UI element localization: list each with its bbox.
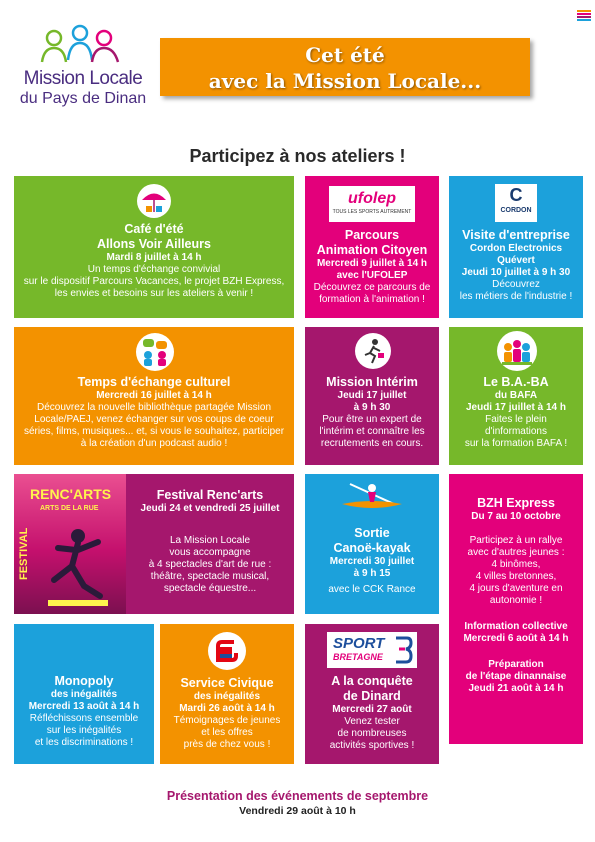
card-echange-culturel: [14, 327, 294, 465]
cordon-logo-letter: C: [509, 185, 523, 205]
bzh-line5: 4 jours d'aventure en: [469, 583, 563, 594]
bzh-line3: 4 binômes,: [491, 559, 541, 570]
bzh-title: BZH Express: [477, 496, 555, 510]
cordon-line1: Découvrez: [492, 279, 540, 290]
cordon-place: Quévert: [497, 255, 535, 266]
poster-subtitle: ARTS DE LA RUE: [40, 505, 99, 512]
bzh-prep-title: Préparation: [488, 659, 544, 670]
festival-date: Jeudi 24 et vendredi 25 juillet: [140, 503, 280, 514]
monopoly-line1: Réfléchissons ensemble: [29, 713, 139, 724]
logo-text-line2: du Pays de Dinan: [19, 90, 147, 107]
festival-poster: [14, 474, 126, 614]
civique-title: Service Civique: [180, 676, 274, 690]
kayak-date1: Mercredi 30 juillet: [329, 556, 415, 567]
cafe-title1: Café d'été: [124, 222, 184, 236]
card-monopoly: [14, 624, 154, 764]
acrobat-figure-icon: [34, 522, 118, 610]
culture-line1: Découvrez la nouvelle bibliothèque partagée Mission: [36, 402, 272, 413]
footer-date: Vendredi 29 août à 10 h: [239, 805, 356, 817]
cordon-date: Jeudi 10 juillet à 9 h 30: [461, 267, 571, 278]
festival-line5: spectacle équestre...: [163, 583, 257, 594]
cordon-logo: [495, 184, 537, 222]
bafa-line2: d'informations: [485, 426, 547, 437]
color-stripes-icon: [577, 10, 591, 22]
bzh-date: Du 7 au 10 octobre: [471, 511, 561, 522]
festival-line4: théâtre, spectacle musical,: [150, 571, 270, 582]
sport-bretagne-logo: [327, 632, 417, 668]
kayak-icon: [340, 482, 404, 512]
cordon-title2: Cordon Electronics: [469, 243, 563, 254]
card-festival: [14, 474, 294, 614]
cafe-date: Mardi 8 juillet à 14 h: [106, 252, 202, 263]
ufolep-line2: formation à l'animation !: [319, 294, 425, 305]
sport-line1: Venez tester: [344, 716, 400, 727]
bzh-line6: autonomie !: [489, 595, 543, 606]
banner-line2: avec la Mission Locale...: [208, 69, 482, 93]
sport-logo-b-icon: [393, 636, 413, 664]
civique-line3: près de chez vous !: [183, 739, 271, 750]
chat-people-icon: [136, 333, 174, 371]
poster-side-text: FESTIVAL: [18, 527, 30, 581]
card-bafa: [449, 327, 583, 465]
sport-title2: de Dinard: [343, 689, 401, 703]
monopoly-line3: et les discriminations !: [34, 737, 134, 748]
civique-line1: Témoignages de jeunes: [173, 715, 281, 726]
sport-line2: de nombreuses: [337, 728, 407, 739]
ufolep-with: avec l'UFOLEP: [336, 270, 408, 281]
sport-logo-text2: BRETAGNE: [333, 652, 383, 662]
monopoly-date: Mercredi 13 août à 14 h: [28, 701, 140, 712]
ufolep-line1: Découvrez ce parcours de: [313, 282, 431, 293]
bafa-line1: Faites le plein: [485, 414, 547, 425]
page-subtitle: Participez à nos ateliers !: [189, 146, 406, 166]
interim-title: Mission Intérim: [326, 375, 418, 389]
umbrella-icon: [137, 184, 171, 218]
ufolep-title1: Parcours: [344, 228, 400, 242]
logo-text-line1: Mission Locale: [23, 68, 143, 89]
ufolep-logo-text: ufolep: [348, 190, 396, 207]
interim-date2: à 9 h 30: [353, 402, 391, 413]
poster-title: RENC'ARTS: [30, 486, 112, 502]
ufolep-logo: [329, 186, 415, 222]
cafe-line2: sur le dispositif Parcours Vacances, le projet BZH Express,: [23, 276, 285, 287]
ufolep-logo-sub: TOUS LES SPORTS AUTREMENT: [332, 209, 412, 215]
bzh-info-date: Mercredi 6 août à 14 h: [463, 633, 569, 644]
bzh-prep-date: Jeudi 21 août à 14 h: [468, 683, 564, 694]
cordon-line2: les métiers de l'industrie !: [459, 291, 573, 302]
bafa-title: Le B.A.-BA: [483, 375, 549, 389]
culture-line4: à la création d'un podcast audio !: [80, 438, 228, 449]
monopoly-line2: sur les inégalités: [46, 725, 122, 736]
runner-icon: [355, 333, 391, 369]
civique-sub: des inégalités: [193, 691, 261, 702]
title-banner: [160, 38, 530, 96]
cafe-title2: Allons Voir Ailleurs: [97, 237, 211, 251]
bzh-line1: Participez à un rallye: [469, 535, 563, 546]
kayak-with: avec le CCK Rance: [328, 584, 416, 595]
people-logo-icon: [40, 24, 120, 66]
banner-line1: Cet été: [305, 43, 385, 67]
card-kayak: [305, 474, 439, 614]
monopoly-title: Monopoly: [54, 674, 114, 688]
culture-date: Mercredi 16 juillet à 14 h: [96, 390, 212, 401]
kayak-title2: Canoë-kayak: [333, 541, 411, 555]
card-bzh-express: [449, 474, 583, 744]
cordon-logo-text: CORDON: [500, 207, 532, 214]
culture-line3: séries, films, musiques... et, si vous le souhaitez, participer: [23, 426, 285, 437]
cafe-line3: les envies et besoins sur les ateliers à venir !: [54, 288, 254, 299]
card-cordon: [449, 176, 583, 318]
bzh-line4: 4 villes bretonnes,: [475, 571, 557, 582]
civique-line2: et les offres: [201, 727, 253, 738]
kayak-title1: Sortie: [354, 526, 390, 540]
ufolep-title2: Animation Citoyen: [316, 243, 428, 257]
bzh-line2: avec d'autres jeunes :: [467, 547, 565, 558]
interim-line2: l'intérim et connaître les: [319, 426, 425, 437]
bafa-line3: sur la formation BAFA !: [464, 438, 568, 449]
card-ufolep: [305, 176, 439, 318]
festival-title: Festival Renc'arts: [156, 488, 264, 502]
bafa-sub: du BAFA: [494, 390, 538, 401]
sport-logo-text1: SPORT: [333, 635, 385, 652]
card-service-civique: [160, 624, 294, 764]
sport-title1: A la conquête: [331, 674, 413, 688]
culture-title: Temps d'échange culturel: [77, 375, 231, 389]
bafa-date: Jeudi 17 juillet à 14 h: [465, 402, 567, 413]
cafe-line1: Un temps d'échange convivial: [87, 264, 221, 275]
bzh-info-title: Information collective: [464, 621, 568, 632]
sport-line3: activités sportives !: [329, 740, 415, 751]
bzh-prep-sub: de l'étape dinannaise: [465, 671, 567, 682]
festival-line1: La Mission Locale: [169, 535, 251, 546]
card-cafe-ete: [14, 176, 294, 318]
children-group-icon: [497, 331, 537, 371]
interim-line1: Pour être un expert de: [322, 414, 422, 425]
festival-line3: à 4 spectacles d'art de rue :: [148, 559, 272, 570]
interim-date1: Jeudi 17 juillet: [337, 390, 407, 401]
culture-line2: Locale/PAEJ, venez échanger sur vos coups de coeur: [34, 414, 274, 425]
festival-line2: vous accompagne: [169, 547, 251, 558]
card-sport-dinard: [305, 624, 439, 764]
sport-date: Mercredi 27 août: [332, 704, 412, 715]
footer-title: Présentation des événements de septembre: [166, 789, 429, 803]
mission-locale-logo: [18, 24, 148, 114]
card-interim: [305, 327, 439, 465]
civique-date: Mardi 26 août à 14 h: [179, 703, 275, 714]
cordon-title1: Visite d'entreprise: [462, 228, 570, 242]
monopoly-sub: des inégalités: [50, 689, 118, 700]
kayak-date2: à 9 h 15: [353, 568, 391, 579]
ufolep-date: Mercredi 9 juillet à 14 h: [316, 258, 428, 269]
interim-line3: recrutements en cours.: [320, 438, 424, 449]
service-civique-logo-icon: [208, 632, 246, 670]
